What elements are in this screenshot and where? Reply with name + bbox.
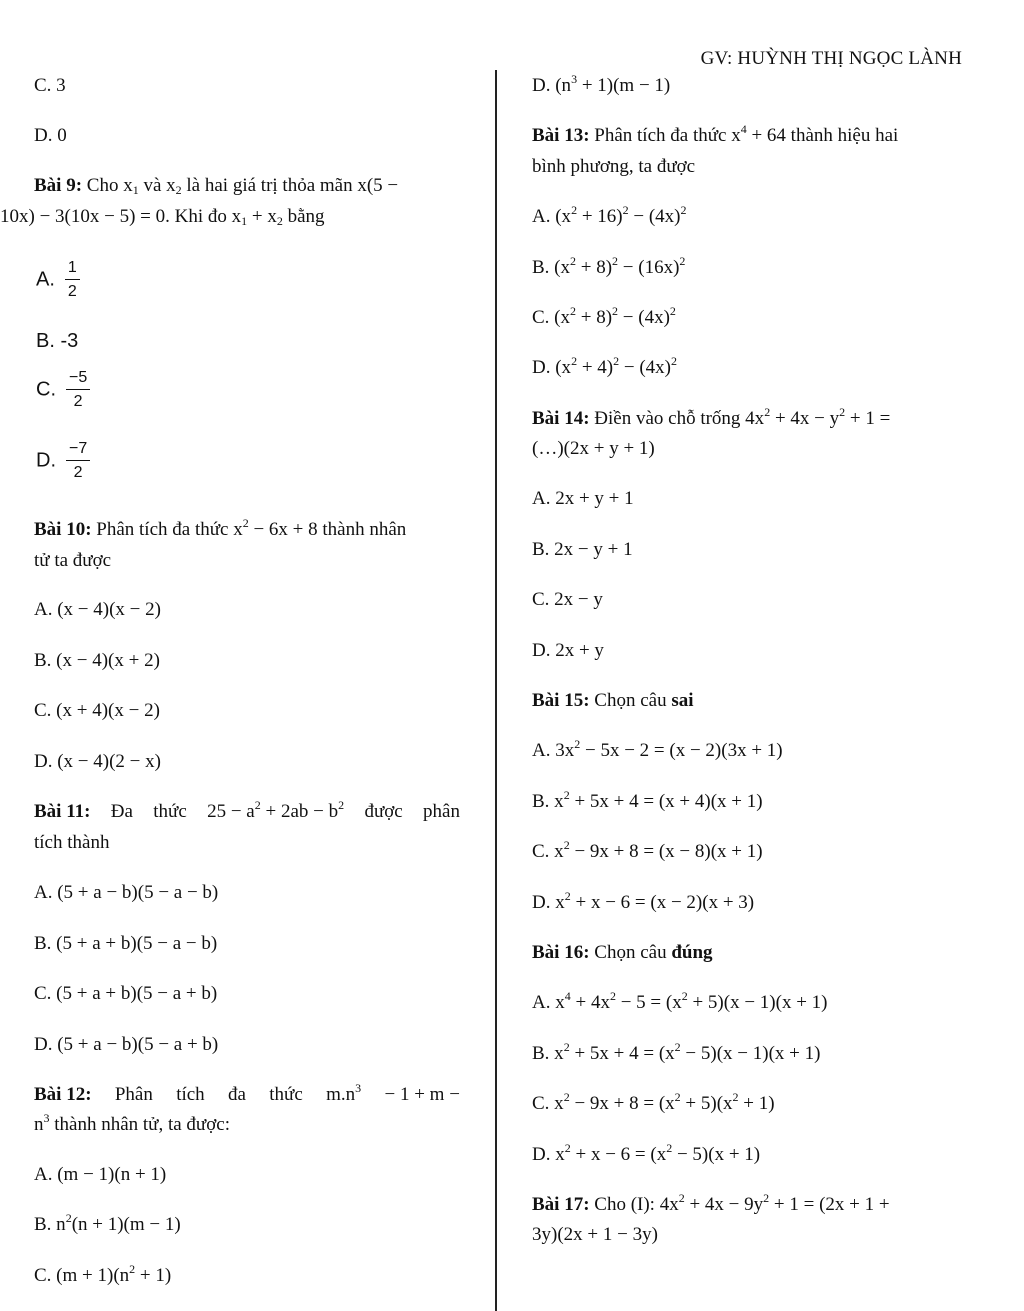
bai10-option-c: C. (x + 4)(x − 2) <box>34 700 160 721</box>
option-d-prev: D. 0 <box>34 125 67 146</box>
bai12-option-d: D. $(n^3 + 1)(m - 1)$ <box>532 72 671 96</box>
bai12-title: Bài 12: <box>34 1084 92 1105</box>
bai10-title: Bài 10: <box>34 519 92 540</box>
bai9-title: Bài 9: <box>34 175 83 196</box>
bai11-question-line2: tích thành <box>34 832 110 853</box>
bai15-option-c: C. $x^2 - 9x + 8 = (x - 8)(x + 1)$ <box>532 838 763 862</box>
bai13-option-b: B. $(x^2 + 8)^2 - (16x)^2$ <box>532 254 686 278</box>
option-c-prev: C. 3 <box>34 75 66 96</box>
bai17-question-line2: 3y)(2x + 1 − 3y) <box>532 1224 658 1245</box>
fraction: $\frac{1}{2}$ <box>65 258 80 302</box>
bai14-option-b: B. 2x − y + 1 <box>532 539 633 560</box>
bai15-option-a: A. $3x^2 - 5x - 2 = (x - 2)(3x + 1)$ <box>532 737 783 761</box>
bai16-option-a: A. $x^4 + 4x^2 - 5 = (x^2 + 5)(x - 1)(x + 1)$ <box>532 989 828 1013</box>
bai17-title: Bài 17: <box>532 1194 590 1215</box>
fraction: $\frac{-5}{2}$ <box>66 368 90 412</box>
bai11-option-a: A. (5 + a − b)(5 − a − b) <box>34 882 219 903</box>
bai15-title: Bài 15: <box>532 690 590 711</box>
bai14-option-c: C. 2x − y <box>532 589 603 610</box>
bai9-option-c: C. $\frac{-5}{2}$ <box>36 368 90 412</box>
bai11-option-b: B. (5 + a + b)(5 − a − b) <box>34 933 218 954</box>
bai15-option-d: D. $x^2 + x - 6 = (x - 2)(x + 3)$ <box>532 889 755 913</box>
bai16-title: Bài 16: <box>532 942 590 963</box>
bai11-question-line1: Bài 11: Đa thức $25 - a^2 + 2ab - b^2$ được phân <box>34 798 460 822</box>
bai9-option-b: B. -3 <box>36 330 79 352</box>
bai12-question-line2: $n^3$ thành nhân tử, ta được: <box>34 1111 230 1135</box>
bai11-option-d: D. (5 + a − b)(5 − a + b) <box>34 1034 219 1055</box>
bai10-option-a: A. (x − 4)(x − 2) <box>34 599 161 620</box>
bai12-option-b: B. $n^2(n + 1)(m - 1)$ <box>34 1211 181 1235</box>
bai13-title: Bài 13: <box>532 125 590 146</box>
teacher-header: GV: HUỲNH THỊ NGỌC LÀNH <box>700 48 962 69</box>
bai10-option-d: D. (x − 4)(2 − x) <box>34 751 161 772</box>
bai14-question-line1: Bài 14: Điền vào chỗ trống $4x^2 + 4x - y^2 + 1$ = <box>532 405 891 429</box>
bai10-option-b: B. (x − 4)(x + 2) <box>34 650 160 671</box>
bai10-question-line2: tử ta được <box>34 550 112 571</box>
bai16-question-line1: Bài 16: Chọn câu đúng <box>532 942 713 963</box>
bai14-option-a: A. 2x + y + 1 <box>532 488 634 509</box>
bai9-question-line2: 10x) − 3(10x − 5) = 0. Khi đo $x_1 + x_2$ bằng <box>0 206 325 228</box>
bai11-option-c: C. (5 + a + b)(5 − a + b) <box>34 983 218 1004</box>
bai13-question-line1: Bài 13: Phân tích đa thức $x^4 + 64$ thành hiệu hai <box>532 122 899 146</box>
bai14-question-line2: (…)(2x + y + 1) <box>532 438 655 459</box>
bai13-option-c: C. $(x^2 + 8)^2 - (4x)^2$ <box>532 304 676 328</box>
bai16-option-c: C. $x^2 - 9x + 8 = (x^2 + 5)(x^2 + 1)$ <box>532 1090 775 1114</box>
bai12-question-line1: Bài 12: Phân tích đa thức $m.n^3$ − 1 + m − <box>34 1081 460 1105</box>
bai17-question-line1: Bài 17: Cho (I): $4x^2 + 4x - 9y^2 + 1 = (2x + 1$ + <box>532 1191 890 1215</box>
bai10-question-line1: Bài 10: Phân tích đa thức $x^2 - 6x + 8$ thành nhân <box>34 516 407 540</box>
column-divider <box>495 70 497 1311</box>
bai9-option-a: A. $\frac{1}{2}$ <box>36 258 80 302</box>
bai11-title: Bài 11: <box>34 801 91 822</box>
bai12-option-a: A. (m − 1)(n + 1) <box>34 1164 167 1185</box>
fraction: $\frac{-7}{2}$ <box>66 439 90 483</box>
bai9-option-d: D. $\frac{-7}{2}$ <box>36 439 90 483</box>
bai16-option-b: B. $x^2 + 5x + 4 = (x^2 - 5)(x - 1)(x + 1)$ <box>532 1040 821 1064</box>
bai9-question-line1: Bài 9: Cho $x_1$ và $x_2$ là hai giá trị thỏa mãn x(5 − <box>34 175 399 197</box>
bai13-option-a: A. $(x^2 + 16)^2 - (4x)^2$ <box>532 203 687 227</box>
bai15-option-b: B. $x^2 + 5x + 4 = (x + 4)(x + 1)$ <box>532 788 763 812</box>
bai14-option-d: D. 2x + y <box>532 640 604 661</box>
bai13-question-line2: bình phương, ta được <box>532 156 696 177</box>
bai13-option-d: D. $(x^2 + 4)^2 - (4x)^2$ <box>532 354 677 378</box>
bai14-title: Bài 14: <box>532 408 590 429</box>
bai12-option-c: C. $(m + 1)(n^2 + 1)$ <box>34 1262 172 1286</box>
bai16-option-d: D. $x^2 + x - 6 = (x^2 - 5)(x + 1)$ <box>532 1141 761 1165</box>
bai15-question-line1: Bài 15: Chọn câu sai <box>532 690 694 711</box>
